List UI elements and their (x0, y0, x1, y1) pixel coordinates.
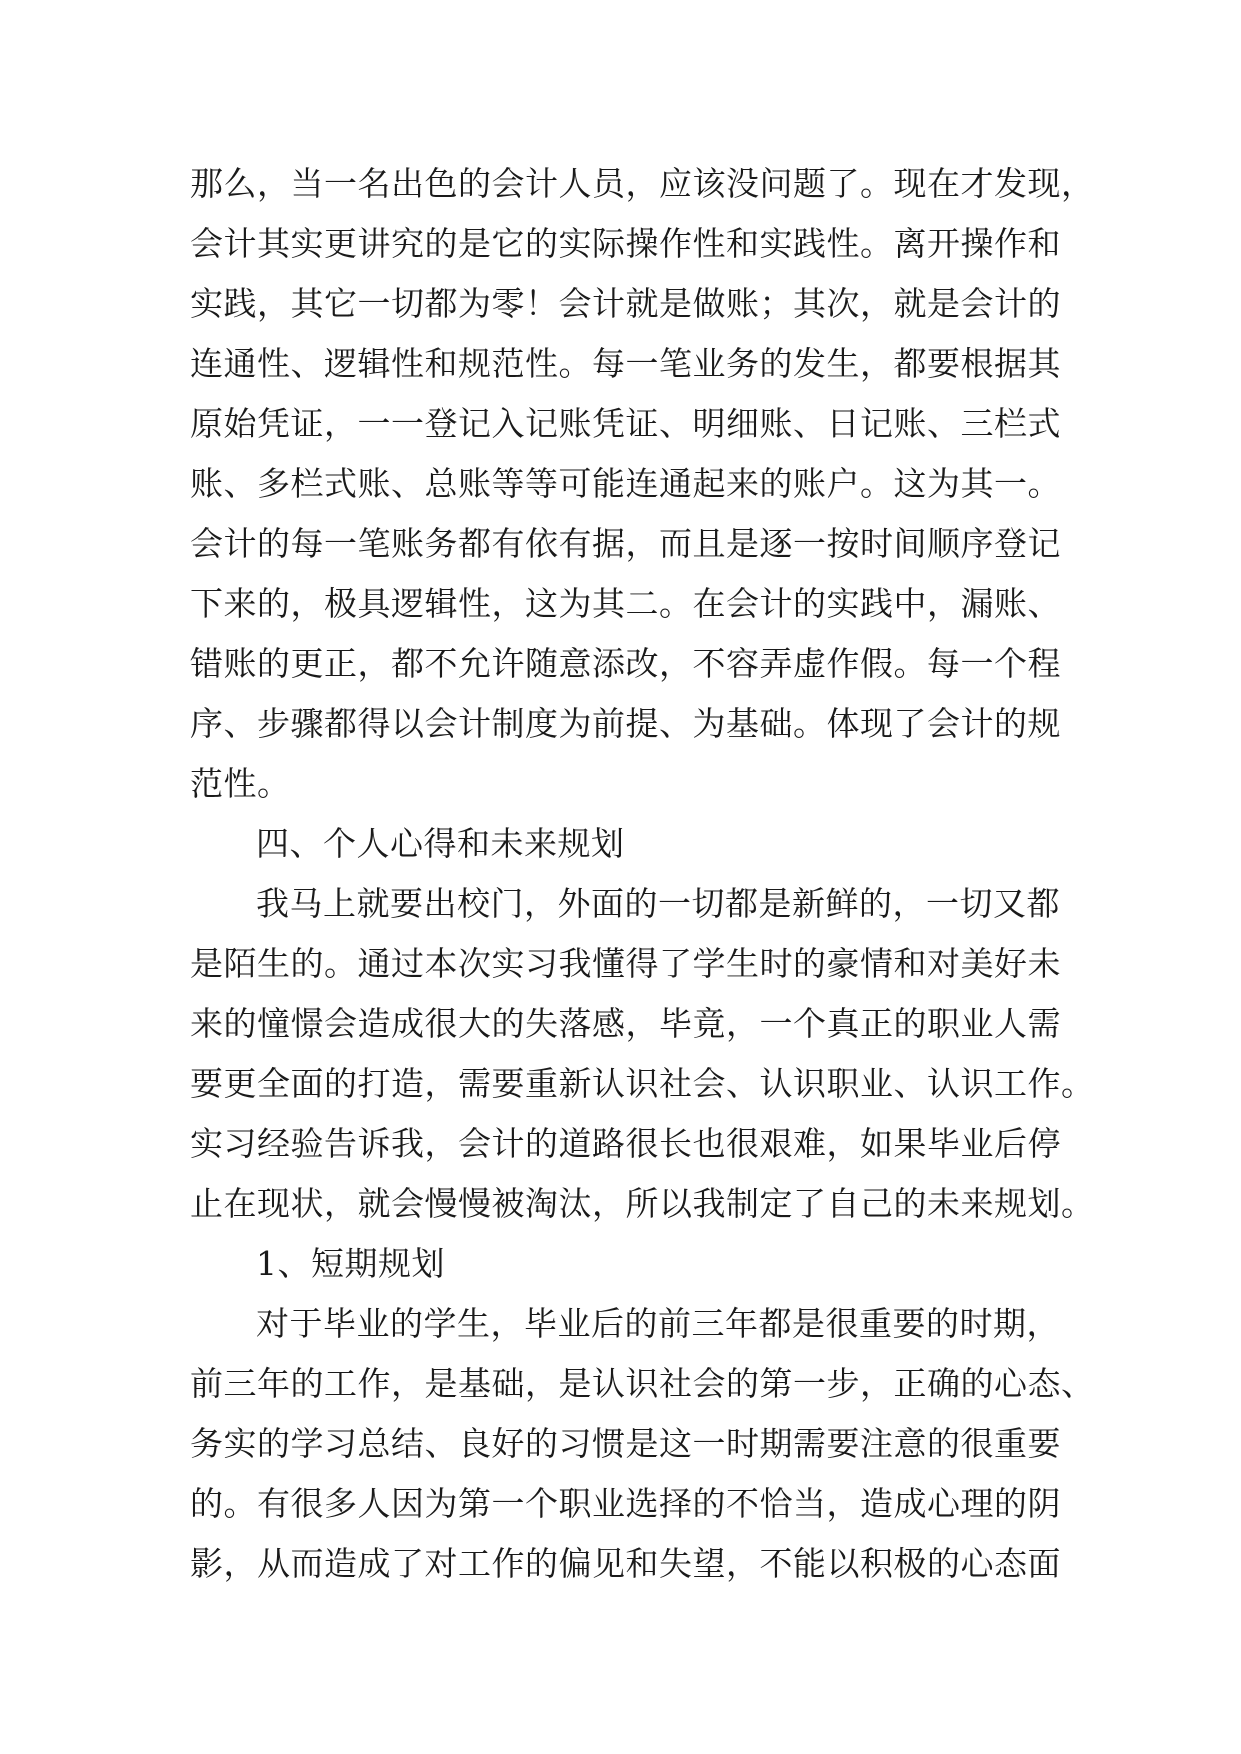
text-line: 要更全面的打造，需要重新认识社会、认识职业、认识工作。 (190, 1064, 1095, 1103)
subsection-heading: 1、短期规划 (256, 1244, 445, 1283)
text-line: 错账的更正，都不允许随意添改，不容弄虚作假。每一个程 (190, 644, 1061, 683)
text-line: 会计其实更讲究的是它的实际操作性和实践性。离开操作和 (190, 224, 1061, 263)
text-line: 那么，当一名出色的会计人员，应该没问题了。现在才发现， (190, 164, 1095, 203)
document-body (190, 154, 1095, 1594)
text-line: 务实的学习总结、良好的习惯是这一时期需要注意的很重要 (190, 1424, 1061, 1463)
text-line: 原始凭证，一一登记入记账凭证、明细账、日记账、三栏式 (190, 404, 1061, 443)
text-line: 会计的每一笔账务都有依有据，而且是逐一按时间顺序登记 (190, 524, 1061, 563)
text-line: 范性。 (190, 764, 291, 803)
text-line: 的。有很多人因为第一个职业选择的不恰当，造成心理的阴 (190, 1484, 1061, 1523)
section-heading: 四、个人心得和未来规划 (256, 824, 625, 863)
paragraph-start-line: 对于毕业的学生，毕业后的前三年都是很重要的时期， (256, 1304, 1060, 1343)
text-line: 前三年的工作，是基础，是认识社会的第一步，正确的心态、 (190, 1364, 1095, 1403)
text-line: 是陌生的。通过本次实习我懂得了学生时的豪情和对美好未 (190, 944, 1061, 983)
text-line: 来的憧憬会造成很大的失落感，毕竟，一个真正的职业人需 (190, 1004, 1061, 1043)
text-line: 账、多栏式账、总账等等可能连通起来的账户。这为其一。 (190, 464, 1061, 503)
text-line: 实践，其它一切都为零！会计就是做账；其次，就是会计的 (190, 284, 1061, 323)
text-line: 止在现状，就会慢慢被淘汰，所以我制定了自己的未来规划。 (190, 1184, 1095, 1223)
text-line: 连通性、逻辑性和规范性。每一笔业务的发生，都要根据其 (190, 344, 1061, 383)
text-line: 下来的，极具逻辑性，这为其二。在会计的实践中，漏账、 (190, 584, 1061, 623)
text-line: 影，从而造成了对工作的偏见和失望，不能以积极的心态面 (190, 1544, 1061, 1583)
text-line: 实习经验告诉我，会计的道路很长也很艰难，如果毕业后停 (190, 1124, 1061, 1163)
paragraph-start-line: 我马上就要出校门，外面的一切都是新鲜的，一切又都 (256, 884, 1060, 923)
text-line: 序、步骤都得以会计制度为前提、为基础。体现了会计的规 (190, 704, 1061, 743)
